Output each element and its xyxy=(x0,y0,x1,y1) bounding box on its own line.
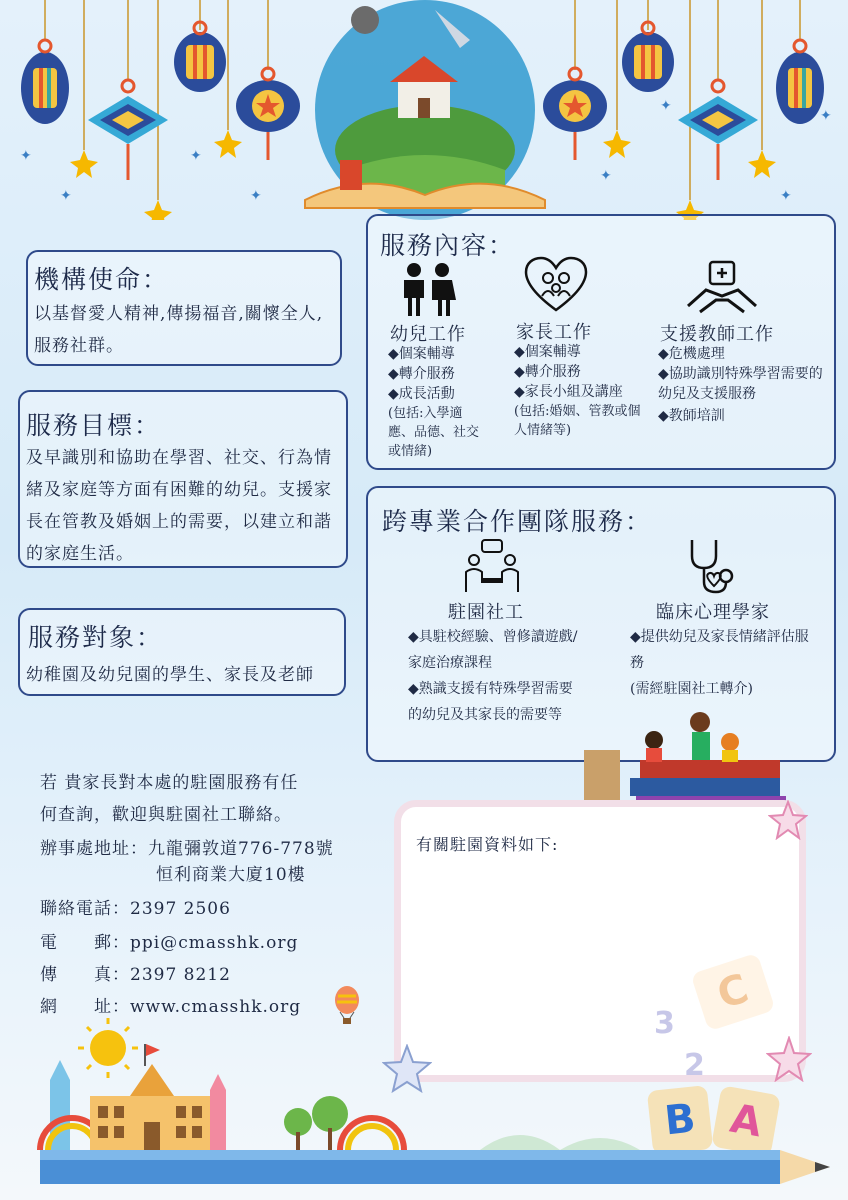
email-label: 電 郵： xyxy=(40,933,130,953)
counseling-icon xyxy=(464,538,520,594)
header-decoration xyxy=(0,0,848,220)
contact-intro-2: 何查詢，歡迎與駐園社工聯絡。 xyxy=(40,805,292,825)
helping-hands-icon xyxy=(686,260,758,316)
web-label: 網 址： xyxy=(40,997,130,1017)
svg-text:✦: ✦ xyxy=(780,188,792,204)
teachers-item: ◆協助識別特殊學習需要的幼兒及支援服務 xyxy=(658,366,823,402)
children-item: ◆轉介服務 xyxy=(388,366,455,382)
children-item: ◆成長活動 xyxy=(388,386,455,402)
lanterns-and-stars-illustration xyxy=(0,0,848,220)
children-icon xyxy=(398,262,458,318)
letter-b: B xyxy=(662,1095,698,1145)
services-title: 服務內容： xyxy=(380,231,516,260)
goals-title: 服務目標： xyxy=(26,411,162,440)
parents-title: 家長工作 xyxy=(516,322,592,343)
psychologist-item: ◆提供幼兒及家長情緒評估服務 xyxy=(630,629,809,671)
star-icon xyxy=(766,1036,812,1082)
star-icon xyxy=(768,800,808,840)
fax-row xyxy=(40,960,231,985)
goals-box xyxy=(18,390,348,568)
psychologist-note: (需經駐園社工轉介) xyxy=(630,681,753,697)
address-label: 辦事處地址： xyxy=(40,839,148,859)
teachers-item: ◆教師培訓 xyxy=(658,408,725,424)
teachers-title: 支援教師工作 xyxy=(660,324,774,345)
teachers-item: ◆危機處理 xyxy=(658,346,725,362)
targets-box xyxy=(18,608,346,696)
letter-a: A xyxy=(726,1095,766,1147)
mission-box xyxy=(26,250,342,366)
address-line-2: 恒利商業大廈10樓 xyxy=(156,865,306,885)
contact-intro-1: 若 貴家長對本處的駐園服務有任 xyxy=(40,773,299,793)
svg-text:✦: ✦ xyxy=(250,188,262,204)
email-row xyxy=(40,928,298,953)
svg-text:✦: ✦ xyxy=(20,148,32,164)
address-row xyxy=(40,834,334,859)
social-worker-item: ◆熟識支援有特殊學習需要的幼兒及其家長的需要等 xyxy=(408,681,573,723)
children-item: ◆個案輔導 xyxy=(388,346,455,362)
parents-item: ◆個案輔導 xyxy=(514,344,581,360)
kindergarten-info-title: 有關駐園資料如下: xyxy=(416,835,559,854)
parents-item: ◆轉介服務 xyxy=(514,364,581,380)
targets-text: 幼稚園及幼兒園的學生、家長及老師 xyxy=(26,665,314,685)
children-title: 幼兒工作 xyxy=(390,324,466,345)
svg-text:✦: ✦ xyxy=(60,188,72,204)
web-value[interactable]: www.cmasshk.org xyxy=(130,997,302,1017)
phone-label: 聯絡電話： xyxy=(40,899,130,919)
letter-c: C xyxy=(711,965,755,1019)
address-line-1: 九龍彌敦道776-778號 xyxy=(148,839,334,859)
svg-text:✦: ✦ xyxy=(660,98,672,114)
phone-value[interactable]: 2397 2506 xyxy=(130,899,231,919)
parents-item: ◆家長小組及講座 xyxy=(514,384,623,400)
mission-title: 機構使命： xyxy=(34,265,170,294)
hot-air-balloon-icon xyxy=(332,986,362,1026)
lantern-icon xyxy=(21,40,69,124)
psychologist-title: 臨床心理學家 xyxy=(656,602,770,623)
fax-label: 傳 真： xyxy=(40,965,130,985)
star-icon xyxy=(382,1044,432,1094)
phone-row xyxy=(40,894,231,919)
svg-text:✦: ✦ xyxy=(820,108,832,124)
fax-value: 2397 8212 xyxy=(130,965,231,985)
goals-text: 及早識別和協助在學習、社交、行為情緒及家庭等方面有困難的幼兒。支援家長在管教及婚姻上的需要，以建立和諧的家庭生活。 xyxy=(26,448,332,564)
number-2: 2 xyxy=(684,1048,705,1083)
svg-text:✦: ✦ xyxy=(190,148,202,164)
social-worker-title: 駐園社工 xyxy=(448,602,524,623)
team-title: 跨專業合作團隊服務： xyxy=(382,507,653,536)
email-value[interactable]: ppi@cmasshk.org xyxy=(130,933,299,953)
services-box xyxy=(366,214,836,470)
number-3: 3 xyxy=(654,1006,675,1041)
stethoscope-heart-icon xyxy=(684,538,740,594)
parents-note: (包括:婚姻、管教或個人情緒等) xyxy=(514,404,641,438)
targets-title: 服務對象： xyxy=(28,623,164,652)
mission-text: 以基督愛人精神,傳揚福音,關懷全人,服務社群。 xyxy=(34,304,324,356)
svg-text:✦: ✦ xyxy=(600,168,612,184)
social-worker-item: ◆具駐校經驗、曾修讀遊戲/家庭治療課程 xyxy=(408,629,578,671)
children-note: (包括:入學適應、品德、社交或情緒) xyxy=(388,406,480,459)
footer-town-illustration xyxy=(0,1010,848,1200)
family-heart-icon xyxy=(524,256,588,312)
